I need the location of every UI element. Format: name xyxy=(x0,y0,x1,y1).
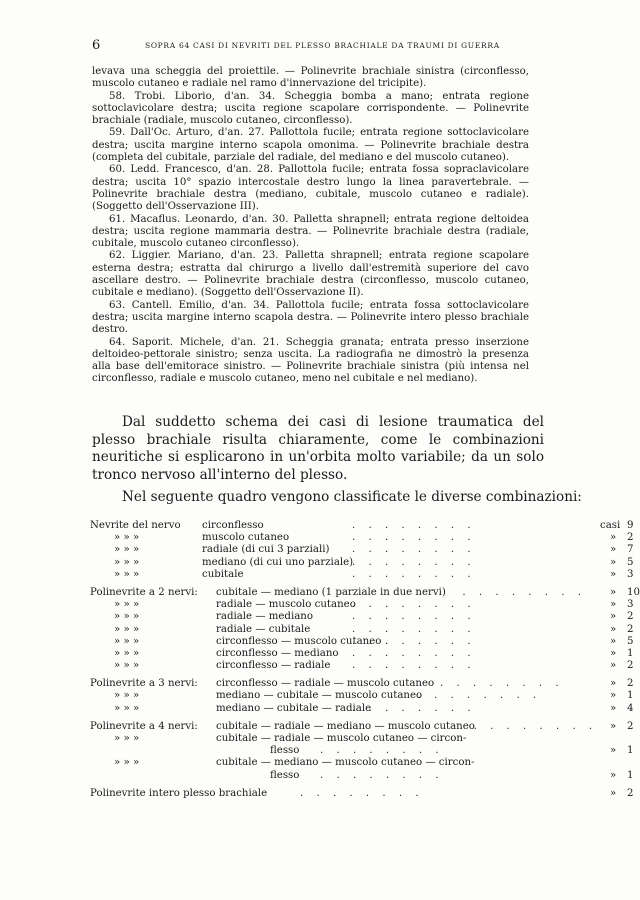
case-list xyxy=(92,66,529,386)
ditto-marks: » » » xyxy=(114,611,140,623)
ditto-mark: » xyxy=(610,544,617,556)
group-label: Polinevrite a 4 nervi: xyxy=(90,720,198,732)
case-paragraph: levava una scheggia del proiettile. — Polinevrite brachiale sinistra (circonflesso, muscolo cutaneo e radiale nel ramo d'innervazione del tricipite). xyxy=(92,66,529,90)
case-paragraph: 62. Liggier. Mariano, d'an. 23. Palletta shrapnell; entrata regione scapolare esterna destra; estratta dal chirurgo a livello dall'estremità superiore del cavo ascellare destro. — Polinevrite brachiale destra (circonflesso, muscolo cutaneo, cubitale e mediano). (Soggetto dell'Osservazione II). xyxy=(92,250,529,299)
case-paragraph: 59. Dall'Oc. Arturo, d'an. 27. Pallottola fucile; entrata regione sottoclavicolare destra; uscita margine interno scapola omonima. — Polinevrite brachiale destra (completa del cubitale, parziale del radiale, del mediano e del muscolo cutaneo). xyxy=(92,127,529,164)
ditto-mark: » xyxy=(610,678,617,690)
case-paragraph: 60. Ledd. Francesco, d'an. 28. Pallottola fucile; entrata fossa sopraclavicolare destra; uscita 10° spazio intercostale destro lungo la linea paravertebrale. — Polinevrite brachiale destra (mediano, cubitale, muscolo cutaneo e radiale). (Soggetto dell'Osservazione III). xyxy=(92,164,529,213)
ditto-marks: » » » xyxy=(114,635,140,647)
case-count: 4 xyxy=(627,702,634,714)
case-paragraph: 58. Trobi. Liborio, d'an. 34. Scheggia bomba a mano; entrata regione sottoclavicolare destra; uscita regione scapolare corrispondente. — Polinevrite brachiale (radiale, muscolo cutaneo, circonflesso). xyxy=(92,90,529,127)
case-count: 2 xyxy=(627,623,634,635)
case-paragraph: 64. Saporit. Michele, d'an. 21. Scheggia granata; entrata presso inserzione deltoideo-pettorale sinistro; senza uscita. La radiografia ne dimostrò la presenza alla base dell'emitorace sinistro. — Polinevrite brachiale sinistra (più intensa nel circonflesso, radiale e muscolo cutaneo, meno nel cubitale e nel mediano). xyxy=(92,336,529,385)
leader-dots: . . . . . . . . xyxy=(462,586,586,598)
case-count: 2 xyxy=(627,678,634,690)
leader-dots: . . . . . . . . xyxy=(352,623,476,635)
ditto-marks: » » » xyxy=(114,544,140,556)
leader-dots: . . . . . . . . xyxy=(473,720,598,732)
table-row xyxy=(90,647,634,660)
ditto-marks: » » » xyxy=(114,556,140,568)
combination-text: radiale (di cui 3 parziali) xyxy=(202,544,330,556)
combination-text: mediano (di cui uno parziale) xyxy=(202,556,354,568)
ditto-marks: » » » xyxy=(114,660,140,672)
table-row xyxy=(90,690,634,702)
case-count: 2 xyxy=(627,720,634,732)
leader-dots: . . . . . . . . xyxy=(417,690,542,702)
combination-text: muscolo cutaneo xyxy=(202,532,290,544)
table-row xyxy=(90,635,634,648)
leader-dots: . . . . . . . . xyxy=(320,769,444,781)
combination-text: circonflesso — mediano xyxy=(216,647,339,659)
case-count: 9 xyxy=(627,520,634,531)
case-count: 3 xyxy=(627,599,634,611)
ditto-mark: » xyxy=(610,745,617,757)
table-row xyxy=(90,702,634,715)
table-row xyxy=(90,720,634,733)
combination-text: cubitale — mediano (1 parziale in due nervi) xyxy=(216,586,446,598)
combination-text: radiale — mediano xyxy=(216,611,313,623)
ditto-mark: » xyxy=(610,690,617,702)
case-count: 3 xyxy=(627,568,634,580)
case-paragraph: 61. Macaflus. Leonardo, d'an. 30. Palletta shrapnell; entrata regione deltoidea destra; uscita regione mammaria destra. — Polinevrite brachiale destra (radiale, cubitale, muscolo cutaneo circonflesso). xyxy=(92,213,529,250)
ditto-mark: » xyxy=(610,787,617,799)
table-row xyxy=(90,678,634,690)
combination-text: cubitale xyxy=(202,568,244,580)
table-row xyxy=(90,532,634,544)
leader-dots: . . . . . . . . xyxy=(352,532,476,544)
group-label: Polinevrite a 3 nervi: xyxy=(90,678,198,690)
case-count: 2 xyxy=(627,660,634,672)
leader-dots: . . . . . . . . xyxy=(352,611,476,623)
leader-dots: . . . . . . . . xyxy=(300,787,424,799)
case-count: 1 xyxy=(627,647,634,659)
running-title: SOPRA 64 CASI DI NEVRITI DEL PLESSO BRACHIALE DA TRAUMI DI GUERRA xyxy=(145,41,500,50)
group-label: Polinevrite a 2 nervi: xyxy=(90,586,198,598)
leader-dots: . . . . . . . . xyxy=(352,520,476,531)
ditto-mark: » xyxy=(610,599,617,611)
table-row xyxy=(90,568,634,581)
case-count: 10 xyxy=(627,586,640,598)
ditto-marks: » » » xyxy=(114,599,140,611)
combination-text: circonflesso — muscolo cutaneo xyxy=(216,635,382,647)
combinations-table xyxy=(90,520,640,800)
ditto-mark: » xyxy=(610,568,617,580)
case-count: 5 xyxy=(627,635,634,647)
page-number: 6 xyxy=(92,38,101,53)
body-paragraph: Dal suddetto schema dei casi di lesione traumatica del plesso brachiale risulta chiaramente, come le combinazioni neuritiche si esplicarono in un'orbita molto variabile; da un solo tronco nervoso all'interno del plesso. xyxy=(92,414,544,483)
body-text xyxy=(92,414,544,484)
case-count: 2 xyxy=(627,787,634,799)
leader-dots: . . . . . . . . xyxy=(352,702,476,714)
ditto-mark: » xyxy=(610,586,617,598)
table-row xyxy=(90,556,634,569)
table-intro: Nel seguente quadro vengono classificate le diverse combinazioni: xyxy=(122,489,582,505)
ditto-marks: » » » xyxy=(114,647,140,659)
case-count: 5 xyxy=(627,556,634,568)
ditto-marks: » » » xyxy=(114,623,140,635)
combination-text: circonflesso — radiale xyxy=(216,660,331,672)
table-row xyxy=(90,544,634,556)
case-count: 2 xyxy=(627,532,634,544)
table-row xyxy=(90,733,558,745)
case-count: 1 xyxy=(627,690,634,702)
table-row xyxy=(90,611,634,623)
case-count: 2 xyxy=(627,611,634,623)
combination-text: cubitale — mediano — muscolo cutaneo — circon- xyxy=(216,757,475,769)
table-row xyxy=(90,623,634,636)
leader-dots: . . . . . . . . xyxy=(320,745,444,757)
combination-text: radiale — cubitale xyxy=(216,623,311,635)
table-row xyxy=(90,787,634,800)
combination-text-continued: flesso xyxy=(270,769,300,781)
table-row xyxy=(90,745,634,757)
combination-text: mediano — cubitale — muscolo cutaneo xyxy=(216,690,423,702)
combination-text: circonflesso xyxy=(202,520,264,531)
ditto-marks: » » » xyxy=(114,757,140,769)
leader-dots: . . . . . . . . xyxy=(440,678,564,690)
ditto-mark: » xyxy=(610,647,617,659)
ditto-marks: » » » xyxy=(114,568,140,580)
leader-dots: . . . . . . . . xyxy=(352,647,476,659)
ditto-mark: » xyxy=(610,720,617,732)
case-count: 1 xyxy=(627,745,634,757)
table-row xyxy=(90,769,634,782)
case-count: 7 xyxy=(627,544,634,556)
group-label: Nevrite del nervo xyxy=(90,520,181,531)
ditto-marks: » » » xyxy=(114,733,140,744)
leader-dots: . . . . . . . . xyxy=(352,599,476,611)
leader-dots: . . . . . . . . xyxy=(352,660,476,672)
ditto-mark: » xyxy=(610,532,617,544)
ditto-mark: » xyxy=(610,556,617,568)
table-row xyxy=(90,660,634,672)
ditto-marks: » » » xyxy=(114,532,140,544)
combination-text: cubitale — radiale — muscolo cutaneo — circon- xyxy=(216,733,467,744)
case-count: 1 xyxy=(627,769,634,781)
ditto-mark: » xyxy=(610,635,617,647)
ditto-marks: » » » xyxy=(114,702,140,714)
table-row xyxy=(90,586,640,599)
ditto-mark: » xyxy=(610,769,617,781)
combination-text: cubitale — radiale — mediano — muscolo cutaneo xyxy=(216,720,475,732)
casi-label: casi xyxy=(600,520,621,531)
leader-dots: . . . . . . . . xyxy=(352,568,476,580)
group-label: Polinevrite intero plesso brachiale xyxy=(90,787,268,799)
ditto-mark: » xyxy=(610,702,617,714)
leader-dots: . . . . . . . . xyxy=(352,544,476,556)
ditto-mark: » xyxy=(610,623,617,635)
leader-dots: . . . . . . . . xyxy=(352,556,476,568)
combination-text: radiale — muscolo cutaneo xyxy=(216,599,356,611)
table-row xyxy=(90,599,634,611)
combination-text: circonflesso — radiale — muscolo cutaneo xyxy=(216,678,435,690)
ditto-mark: » xyxy=(610,660,617,672)
ditto-marks: » » » xyxy=(114,690,140,702)
case-paragraph: 63. Cantell. Emilio, d'an. 34. Pallottola fucile; entrata fossa sottoclavicolare destra; uscita margine interno scapola destra. — Polinevrite intero plesso brachiale destro. xyxy=(92,299,529,336)
combination-text: mediano — cubitale — radiale xyxy=(216,702,372,714)
leader-dots: . . . . . . . . xyxy=(352,635,476,647)
table-row xyxy=(90,757,558,769)
combination-text-continued: flesso xyxy=(270,745,300,757)
table-row xyxy=(90,520,634,532)
ditto-mark: » xyxy=(610,611,617,623)
